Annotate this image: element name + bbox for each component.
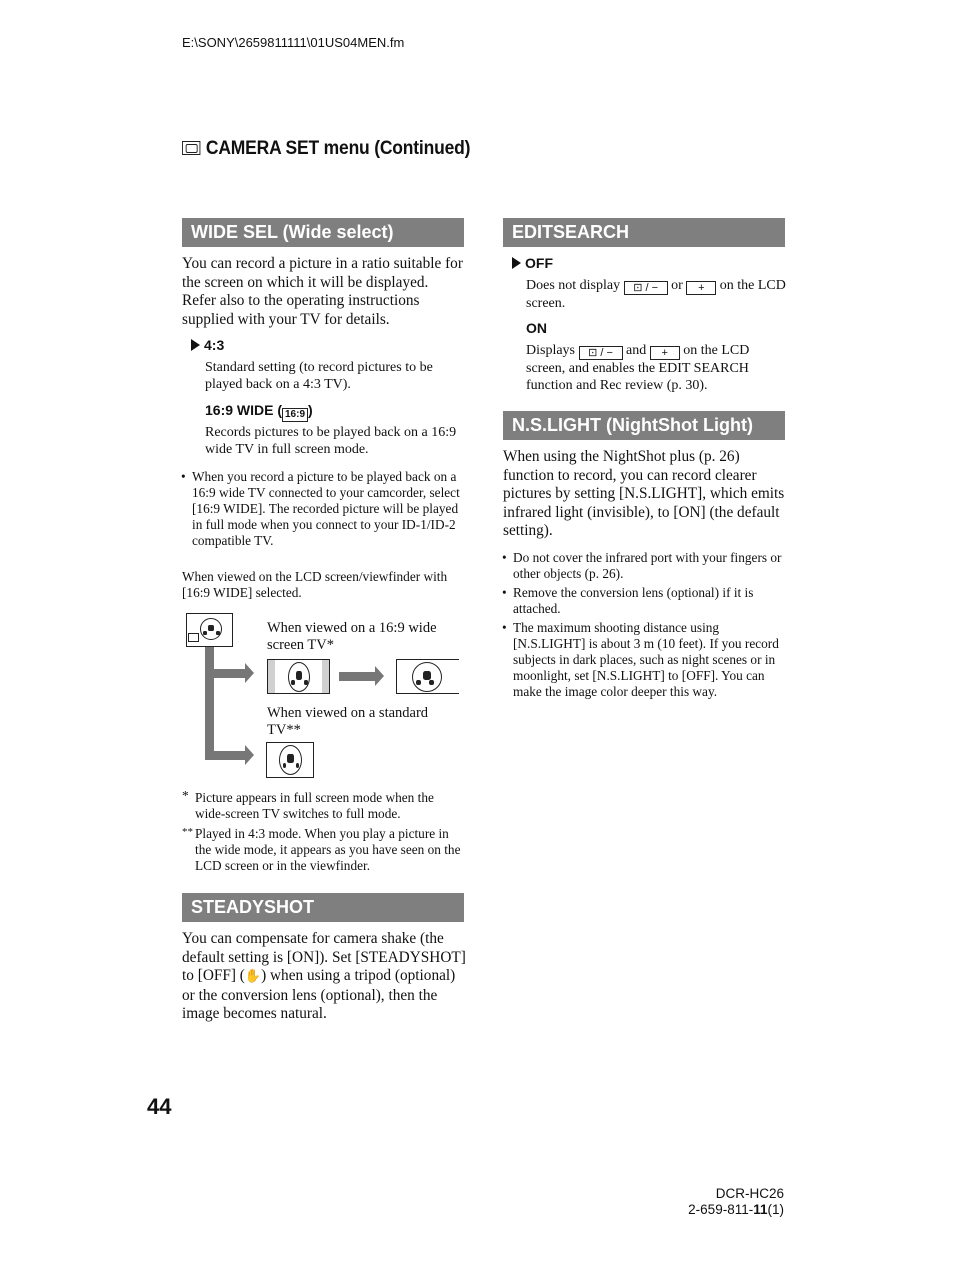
edit-search-minus-icon: ⊡ / − — [579, 346, 623, 360]
wide-tv-full-frame — [396, 659, 459, 694]
arrow-right-icon — [245, 745, 254, 765]
page-title — [182, 138, 470, 160]
footnote-1: * Picture appears in full screen mode when the wide-screen TV switches to full mode. — [182, 788, 434, 821]
arrow-shaft — [205, 751, 245, 760]
model-name: DCR-HC26 — [715, 1186, 784, 1201]
diagram-caption: When viewed on the LCD screen/viewfinder with [16:9 WIDE] selected. — [182, 569, 448, 600]
steadyshot-heading: STEADYSHOT — [182, 893, 464, 922]
wide-tv-squeezed-frame — [267, 659, 330, 694]
nslight-bullet: • The maximum shooting distance using [N.S.LIGHT] is about 3 m (10 feet). If you record subjects in dark places, such as night scenes or in moonlight, set [N.S.LIGHT] to [OFF]. You can make the image color deeper this way. — [502, 620, 779, 699]
ball-icon — [279, 745, 302, 775]
nslight-intro: When using the NightShot plus (p. 26) function to record, you can record clearer pictures by setting [N.S.LIGHT], which emits infrared light (invisible), to [ON] (the default setting). — [503, 448, 785, 539]
wide-sel-heading: WIDE SEL (Wide select) — [182, 218, 464, 247]
edit-search-plus-icon: + — [650, 346, 680, 360]
wide-tv-label: When viewed on a 16:9 wide screen TV* — [267, 620, 437, 653]
option-off-desc: Does not display ⊡ / − or + on the LCD screen. — [526, 278, 786, 311]
option-16-9-desc: Records pictures to be played back on a 16:9 wide TV in full screen mode. — [205, 425, 457, 457]
option-on-desc: Displays ⊡ / − and + on the LCD screen, and enables the EDIT SEARCH function and Rec review (p. 30). — [526, 343, 750, 393]
ball-icon — [412, 662, 442, 692]
camera-menu-icon — [182, 141, 200, 155]
wide-sel-note: • When you record a picture to be played back on a 16:9 wide TV connected to your camcorder, select [16:9 WIDE]. The recorded picture will be played in full mode when you connect to your ID-1/ID-2 compatible TV. — [181, 469, 460, 548]
option-4-3-desc: Standard setting (to record pictures to be played back on a 4:3 TV). — [205, 360, 433, 392]
option-off: OFF — [512, 255, 553, 271]
default-marker-icon — [512, 257, 521, 269]
footnote-2: ** Played in 4:3 mode. When you play a picture in the wide mode, it appears as you have seen on the LCD screen or in the viewfinder. — [182, 826, 461, 873]
edit-search-minus-icon: ⊡ / − — [624, 281, 668, 295]
option-4-3: 4:3 — [191, 337, 224, 353]
nslight-heading: N.S.LIGHT (NightShot Light) — [503, 411, 785, 440]
standard-tv-frame — [266, 742, 314, 778]
page-title-text: CAMERA SET menu (Continued) — [205, 138, 471, 159]
option-16-9-wide: 16:9 WIDE ( 16:9 ) — [205, 402, 313, 420]
edit-search-plus-icon: + — [686, 281, 716, 295]
ball-icon — [200, 618, 222, 640]
arrow-shaft — [339, 672, 375, 681]
ball-icon — [288, 662, 310, 692]
steadyshot-text: You can compensate for camera shake (the default setting is [ON]). Set [STEADYSHOT] to [OFF] (✋) when using a tripod (optional) or the conversion lens (optional), then the image becomes natural. — [182, 930, 466, 1022]
file-path: E:\SONY\2659811111\01US04MEN.fm — [182, 35, 405, 50]
arrow-shaft — [205, 669, 245, 678]
page-number: 44 — [147, 1094, 172, 1119]
standard-tv-label: When viewed on a standard TV** — [267, 705, 429, 738]
nslight-bullet: • Do not cover the infrared port with your fingers or other objects (p. 26). — [502, 550, 782, 581]
steadyshot-off-icon: ✋ — [244, 969, 262, 984]
wide-16-9-icon: 16:9 — [282, 408, 308, 422]
model-info — [688, 1186, 784, 1218]
connector-line — [205, 647, 214, 759]
part-number: 2-659-811-11(1) — [688, 1202, 784, 1217]
editsearch-heading: EDITSEARCH — [503, 218, 785, 247]
lcd-screen-frame — [186, 613, 233, 647]
option-on: ON — [526, 320, 547, 336]
wide-sel-intro: You can record a picture in a ratio suitable for the screen on which it will be displayed. Refer also to the operating instructions supplied with your TV for details. — [182, 255, 463, 328]
arrow-right-icon — [245, 663, 254, 683]
default-marker-icon — [191, 339, 200, 351]
arrow-right-icon — [375, 666, 384, 686]
wide-indicator-icon — [188, 633, 199, 642]
nslight-bullet: • Remove the conversion lens (optional) if it is attached. — [502, 585, 754, 616]
